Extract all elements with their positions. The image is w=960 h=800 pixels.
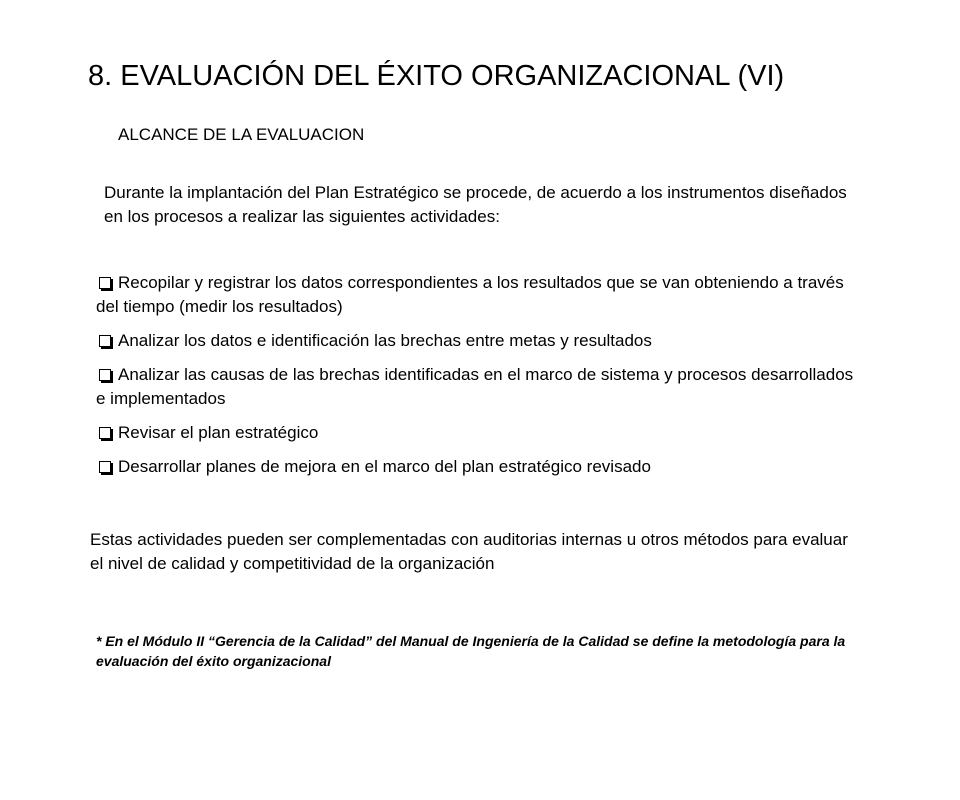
footnote: * En el Módulo II “Gerencia de la Calidad” del Manual de Ingeniería de la Calidad se define la metodología para la evaluación del éxito organizacional <box>96 633 846 669</box>
closing-paragraph: Estas actividades pueden ser complementadas con auditorias internas u otros métodos para evaluar el nivel de calidad y competitividad de la organización <box>90 530 848 573</box>
checkbox-square-icon <box>99 427 111 439</box>
slide-title: 8. EVALUACIÓN DEL ÉXITO ORGANIZACIONAL (VI) <box>88 60 785 92</box>
list-item <box>96 271 856 319</box>
list-item-text: Recopilar y registrar los datos correspondientes a los resultados que se van obteniendo a través del tiempo (medir los resultados) <box>96 273 844 316</box>
list-item-text: Analizar las causas de las brechas identificadas en el marco de sistema y procesos desarrollados e implementados <box>96 365 854 408</box>
list-item <box>96 329 856 353</box>
list-item-text: Desarrollar planes de mejora en el marco del plan estratégico revisado <box>118 457 651 476</box>
checkbox-square-icon <box>99 461 111 473</box>
intro-paragraph: Durante la implantación del Plan Estratégico se procede, de acuerdo a los instrumentos diseñados en los procesos a realizar las siguientes actividades: <box>104 183 847 226</box>
section-subtitle: ALCANCE DE LA EVALUACION <box>118 125 365 144</box>
checkbox-square-icon <box>99 369 111 381</box>
list-item <box>96 363 856 411</box>
list-item-text: Analizar los datos e identificación las brechas entre metas y resultados <box>118 331 652 350</box>
list-item <box>96 421 856 445</box>
list-item <box>96 455 856 479</box>
list-item-text: Revisar el plan estratégico <box>118 423 319 442</box>
activity-list <box>96 271 856 489</box>
checkbox-square-icon <box>99 335 111 347</box>
checkbox-square-icon <box>99 277 111 289</box>
